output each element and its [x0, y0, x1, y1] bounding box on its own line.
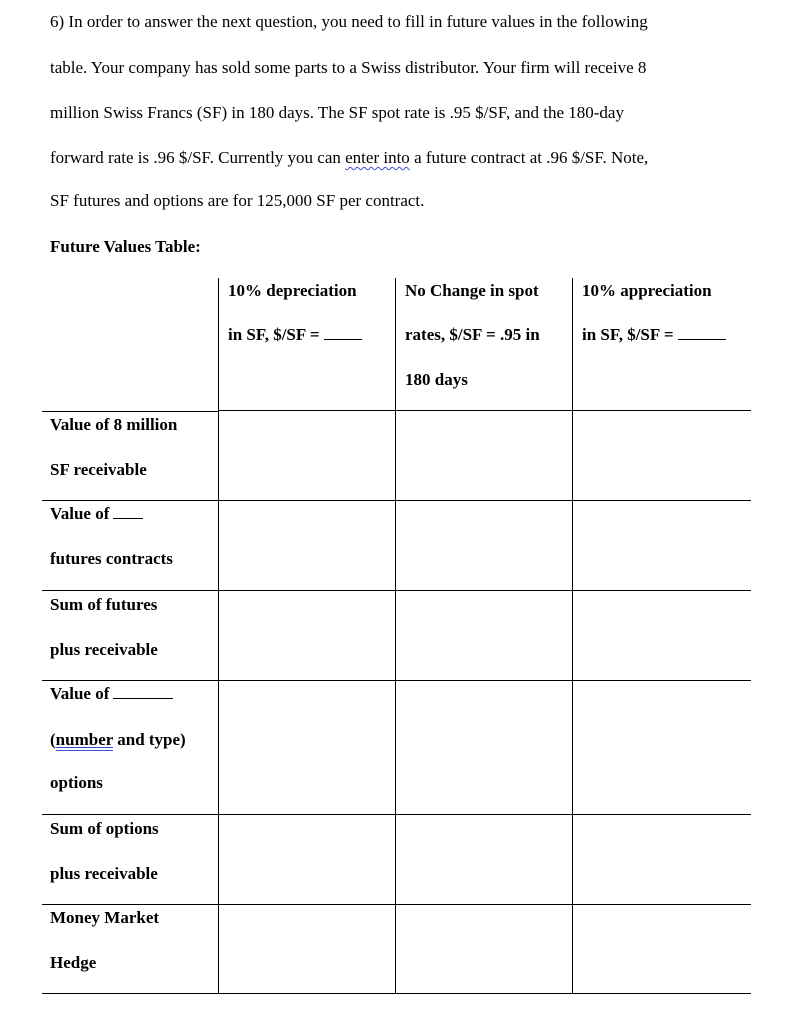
row-label-sum-options: Sum of options	[50, 819, 159, 838]
question-line-2: table. Your company has sold some parts to a Swiss distributor. Your firm will receive 8	[50, 58, 647, 77]
row-border-5	[42, 904, 751, 905]
row-label-sum-options-2: plus receivable	[50, 864, 158, 883]
col-header-no-change: No Change in spot	[405, 281, 539, 300]
table-divider-v1	[218, 278, 219, 994]
row-label-options-3: options	[50, 773, 103, 792]
spellcheck-flagged-text: and type)	[112, 730, 186, 749]
rate-blank	[678, 325, 726, 340]
col-header-no-change-rate: rates, $/SF = .95 in	[405, 325, 540, 344]
col-header-depreciation-rate: in SF, $/SF =	[228, 325, 362, 345]
spellcheck-flagged-word: number	[55, 730, 113, 749]
question-line-3: million Swiss Francs (SF) in 180 days. The SF spot rate is .95 $/SF, and the 180-day	[50, 103, 624, 122]
header-bottom-border	[218, 410, 751, 411]
row-label-sum-futures: Sum of futures	[50, 595, 158, 614]
question-line-4-end: a future contract at .96 $/SF. Note,	[409, 148, 649, 167]
question-line-1: 6) In order to answer the next question, you need to fill in future values in the following	[50, 12, 648, 31]
count-blank	[113, 504, 143, 519]
table-divider-v3	[572, 278, 573, 994]
row-label-money-market-2: Hedge	[50, 953, 97, 972]
row-label-futures: Value of	[50, 504, 143, 524]
row-border-2	[42, 590, 751, 591]
col-header-appreciation: 10% appreciation	[582, 281, 712, 300]
col-header-depreciation: 10% depreciation	[228, 281, 357, 300]
count-blank	[113, 684, 173, 699]
question-line-5: SF futures and options are for 125,000 SF per contract.	[50, 191, 425, 210]
question-line-4-start: forward rate is .96 $/SF. Currently you can	[50, 148, 341, 167]
question-line-4	[50, 148, 648, 168]
row-label-futures-2: futures contracts	[50, 549, 173, 568]
row-border-3	[42, 680, 751, 681]
row-label-money-market: Money Market	[50, 908, 160, 927]
table-title: Future Values Table:	[50, 237, 201, 256]
spellcheck-flagged-text: enter into	[345, 148, 410, 167]
row-border-1	[42, 500, 751, 501]
row-label-receivable-2: SF receivable	[50, 460, 147, 479]
row-border-4	[42, 814, 751, 815]
table-bottom-border	[42, 993, 751, 994]
row-label-options: Value of	[50, 684, 173, 704]
row-label-options-2: (number and type)	[50, 730, 186, 749]
col-header-appreciation-rate: in SF, $/SF =	[582, 325, 726, 345]
table-divider-v2	[395, 278, 396, 994]
row-label-receivable: Value of 8 million	[50, 415, 178, 434]
col-header-no-change-days: 180 days	[405, 370, 468, 389]
rate-blank	[324, 325, 362, 340]
row-border-top	[42, 411, 218, 412]
row-label-sum-futures-2: plus receivable	[50, 640, 158, 659]
